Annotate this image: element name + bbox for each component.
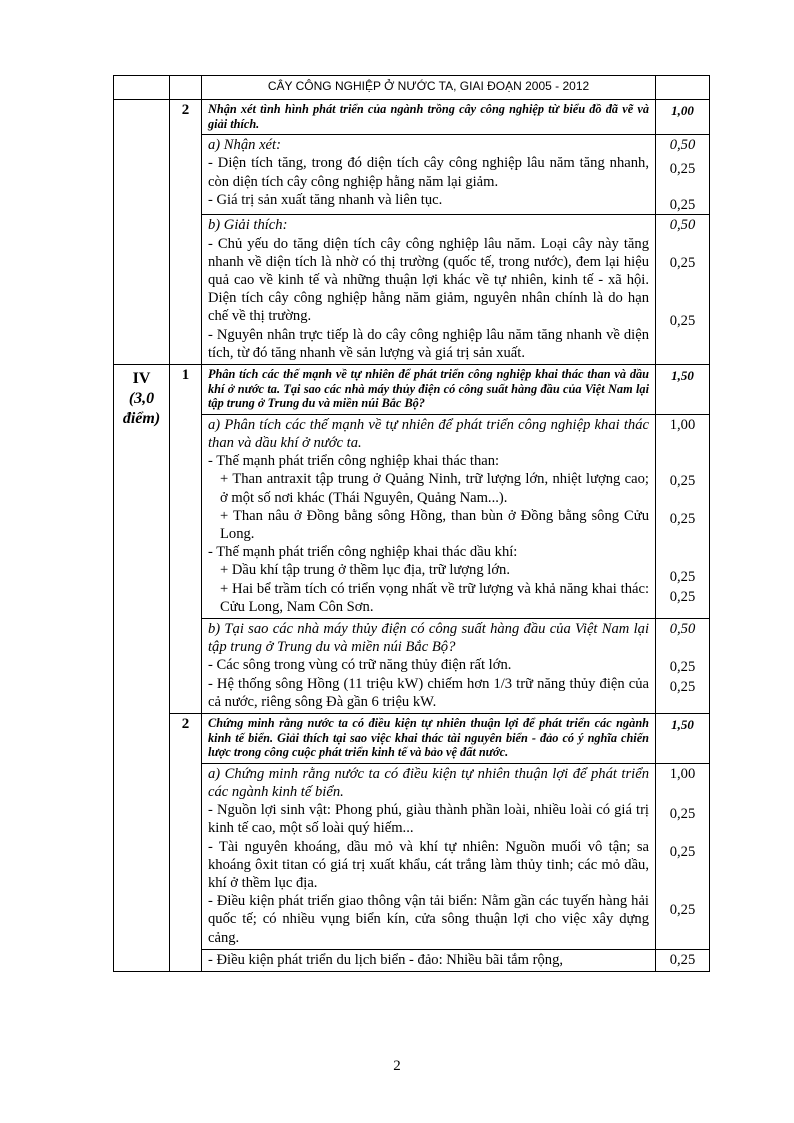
score: 0,25 (669, 568, 696, 585)
table-row (114, 365, 710, 415)
score-column (656, 619, 710, 714)
question-number: 1 (170, 365, 202, 714)
question-text: Chứng minh rằng nước ta có điều kiện tự nhiên thuận lợi để phát triển các ngành kinh tế biển. Giải thích tại sao việc khai thác tài nguyên biển - đảo có ý nghĩa chiến lược trong công cuộc phát triển kinh tế và bảo vệ đất nước. (202, 714, 656, 764)
answer-item: - Nguyên nhân trực tiếp là do cây công nghiệp lâu năm tăng nhanh về diện tích, từ đó tăng nhanh về sản lượng và giá trị sản xuất. (208, 326, 649, 361)
question-number: 2 (170, 100, 202, 365)
answer-block (202, 414, 656, 618)
score: 0,50 (669, 137, 696, 154)
answer-subheading: - Thế mạnh phát triển công nghiệp khai thác than: (208, 453, 500, 470)
table-row (114, 414, 710, 618)
score: 0,25 (669, 313, 696, 330)
section-points: (3,0 điểm) (122, 390, 161, 428)
answer-block (202, 215, 656, 365)
answer-subheading: - Thế mạnh phát triển công nghiệp khai thác dầu khí: (208, 544, 518, 561)
score-column (656, 135, 710, 215)
answer-item: - Nguồn lợi sinh vật: Phong phú, giàu thành phần loài, nhiều loài có giá trị kinh tế cao, một số loài quý hiếm... (208, 802, 649, 837)
score: 0,25 (669, 588, 696, 605)
score: 0,25 (656, 949, 710, 971)
table-row (114, 100, 710, 135)
score: 0,25 (669, 161, 696, 178)
table-row (114, 135, 710, 215)
answer-item: - Diện tích tăng, trong đó diện tích cây công nghiệp lâu năm tăng nhanh, còn diện tích cây công nghiệp hằng năm lại giảm. (208, 155, 649, 190)
part-heading: b) Giải thích: (208, 217, 288, 234)
question-text: Nhận xét tình hình phát triển của ngành trồng cây công nghiệp từ biểu đồ đã vẽ và giải thích. (202, 100, 656, 135)
part-heading: a) Nhận xét: (208, 137, 281, 154)
score: 0,50 (669, 217, 696, 234)
answer-block (202, 949, 656, 971)
score-column (656, 763, 710, 949)
question-text: Phân tích các thế mạnh về tự nhiên để phát triển công nghiệp khai thác than và dầu khí ở nước ta. Tại sao các nhà máy thủy điện có công suất hàng đầu của Việt Nam lại tập trung ở Trung du và miền núi Bắc Bộ? (202, 365, 656, 415)
table-row (114, 714, 710, 764)
score: 0,25 (669, 510, 696, 527)
score-column (656, 414, 710, 618)
question-score: 1,00 (656, 100, 710, 135)
answer-key-table (113, 75, 710, 972)
chart-title-line: CÂY CÔNG NGHIỆP Ở NƯỚC TA, GIAI ĐOẠN 2005 - 2012 (202, 76, 656, 100)
score: 0,25 (669, 255, 696, 272)
answer-item: - Chủ yếu do tăng diện tích cây công nghiệp lâu năm. Loại cây này tăng nhanh về diện tích là nhờ có thị trường (quốc tế, trong nước), đem lại hiệu quả cao về kinh tế và những thuận lợi khác về tự nhiên, kinh tế - xã hội. Diện tích cây công nghiệp hằng năm giảm, nguyên nhân chính là do hạn chế về thị trường. (208, 235, 649, 325)
section-roman: IV (132, 370, 151, 388)
score: 0,25 (669, 805, 696, 822)
answer-item: - Các sông trong vùng có trữ năng thủy điện rất lớn. (208, 657, 512, 674)
question-score: 1,50 (656, 714, 710, 764)
answer-item: - Điều kiện phát triển giao thông vận tải biển: Nằm gần các tuyến hàng hải quốc tế; có nhiều vụng biển kín, cửa sông thuận lợi cho việc xây dựng cảng. (208, 893, 649, 946)
answer-item: + Than nâu ở Đồng bằng sông Hồng, than bùn ở Đồng bằng sông Cửu Long. (220, 507, 649, 543)
score: 0,25 (669, 472, 696, 489)
table-row (114, 215, 710, 365)
score: 0,25 (669, 843, 696, 860)
answer-item: + Dầu khí tập trung ở thềm lục địa, trữ lượng lớn. (220, 562, 510, 579)
score: 0,25 (669, 901, 696, 918)
answer-item: - Giá trị sản xuất tăng nhanh và liên tục. (208, 191, 443, 208)
part-heading: a) Phân tích các thế mạnh về tự nhiên để phát triển công nghiệp khai thác than và dầu khí ở nước ta. (208, 416, 649, 451)
table-row (114, 76, 710, 100)
score: 0,25 (669, 659, 696, 676)
table-row (114, 619, 710, 714)
answer-block (202, 763, 656, 949)
table-row (114, 949, 710, 971)
page-number: 2 (393, 1058, 401, 1074)
score: 0,25 (669, 679, 696, 696)
score: 1,00 (669, 416, 696, 433)
answer-block (202, 619, 656, 714)
question-score: 1,50 (656, 365, 710, 415)
part-heading: a) Chứng minh rằng nước ta có điều kiện tự nhiên thuận lợi để phát triển các ngành kinh tế biển. (208, 765, 649, 801)
part-heading: b) Tại sao các nhà máy thủy điện có công suất hàng đầu của Việt Nam lại tập trung ở Trung du và miền núi Bắc Bộ? (208, 621, 649, 656)
answer-block (202, 135, 656, 215)
score-column (656, 215, 710, 365)
answer-item: + Hai bể trầm tích có triển vọng nhất về trữ lượng và khả năng khai thác: Cửu Long, Nam Côn Sơn. (220, 580, 649, 615)
answer-item: - Điều kiện phát triển du lịch biển - đảo: Nhiều bãi tắm rộng, (208, 951, 564, 968)
answer-item: - Hệ thống sông Hồng (11 triệu kW) chiếm hơn 1/3 trữ năng thủy điện của cả nước, riêng sông Đà gần 6 triệu kW. (208, 675, 649, 710)
section-cell-empty (114, 100, 170, 365)
score: 0,50 (669, 621, 696, 638)
answer-item: - Tài nguyên khoáng, dầu mỏ và khí tự nhiên: Nguồn muối vô tận; sa khoáng ôxit titan có giá trị xuất khẩu, cát trắng làm thủy tinh; các mỏ dầu, khí ở thềm lục địa. (208, 838, 649, 892)
question-number: 2 (170, 714, 202, 972)
section-label (114, 365, 170, 972)
score: 0,25 (669, 197, 696, 214)
answer-item: + Than antraxit tập trung ở Quảng Ninh, trữ lượng lớn, nhiệt lượng cao; ở một số nơi khác (Thái Nguyên, Quảng Nam...). (220, 471, 649, 506)
score: 1,00 (669, 765, 696, 782)
table-row (114, 763, 710, 949)
